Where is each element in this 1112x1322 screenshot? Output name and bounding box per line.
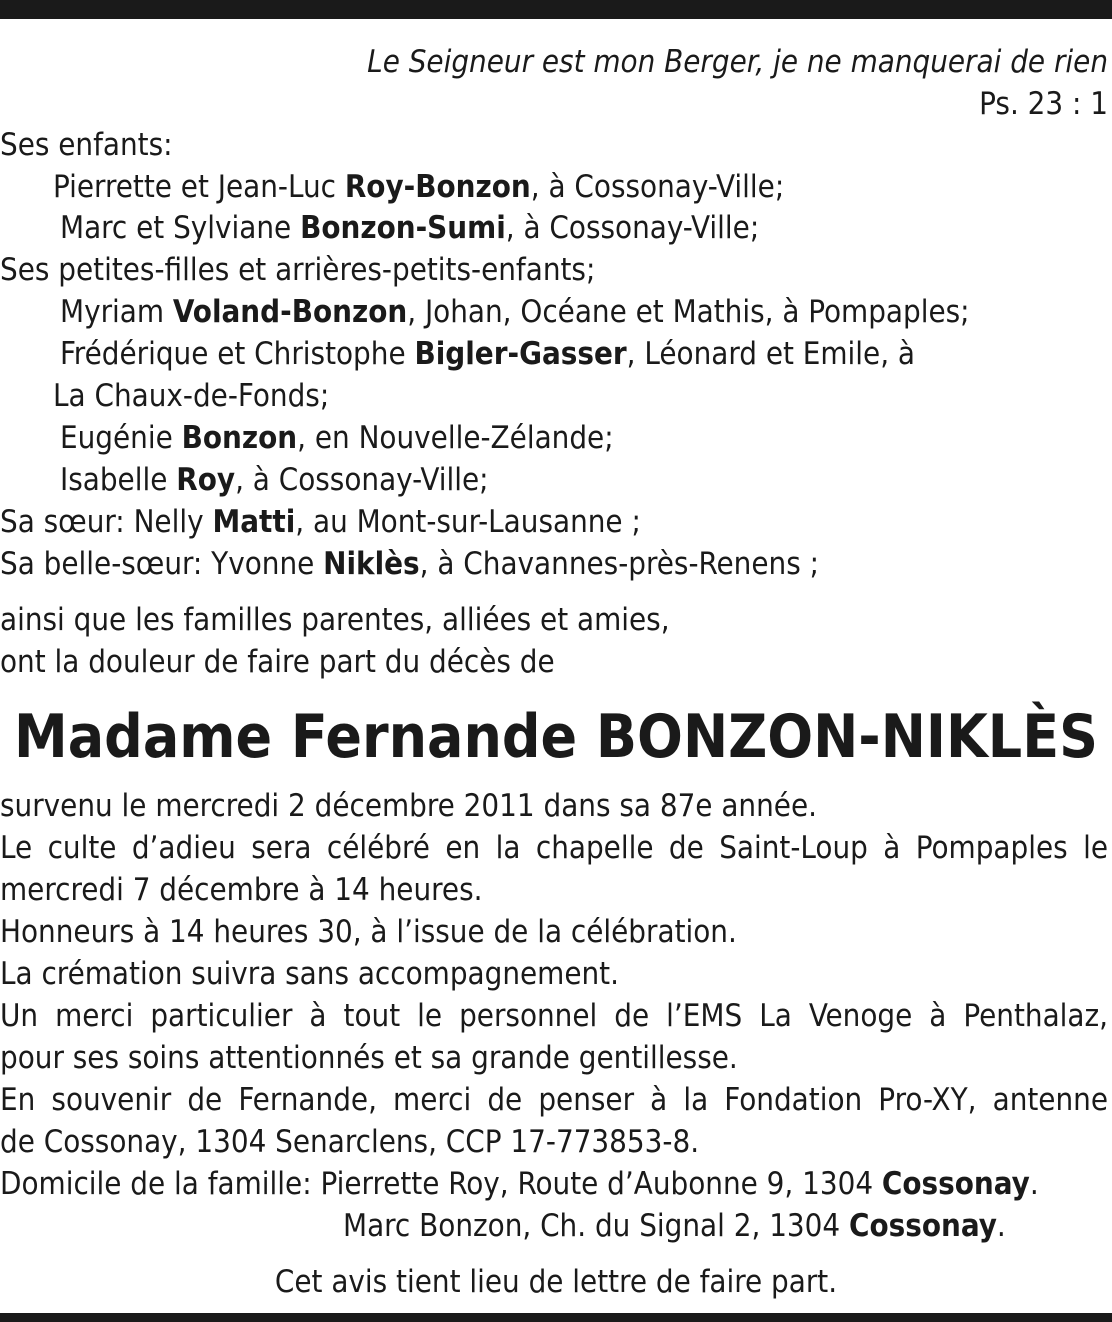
grandchild-entry-cont: La Chaux-de-Fonds; xyxy=(53,378,330,414)
child-entry: Pierrette et Jean-Luc Roy-Bonzon, à Cossonay-Ville; xyxy=(53,169,785,205)
grandchild-entry: Myriam Voland-Bonzon, Johan, Océane et Mathis, à Pompaples; xyxy=(60,294,970,330)
announcement-line: ainsi que les familles parentes, alliées et amies, xyxy=(0,602,670,638)
detail-line: mercredi 7 décembre à 14 heures. xyxy=(0,872,483,908)
scripture-quote: Le Seigneur est mon Berger, je ne manquerai de rien xyxy=(367,44,1108,80)
detail-line: Honneurs à 14 heures 30, à l’issue de la célébration. xyxy=(0,914,737,950)
grandchild-entry: Frédérique et Christophe Bigler-Gasser, Léonard et Emile, à xyxy=(60,336,916,372)
bottom-rule xyxy=(0,1313,1112,1322)
detail-line: Le culte d’adieu sera célébré en la chapelle de Saint-Loup à Pompaples le xyxy=(0,830,1108,866)
closing-note: Cet avis tient lieu de lettre de faire part. xyxy=(274,1264,838,1300)
detail-line: pour ses soins attentionnés et sa grande gentillesse. xyxy=(0,1040,738,1076)
announcement-line: ont la douleur de faire part du décès de xyxy=(0,644,555,680)
grandchild-entry: Eugénie Bonzon, en Nouvelle-Zélande; xyxy=(60,420,614,456)
detail-line: En souvenir de Fernande, merci de penser à la Fondation Pro-XY, antenne xyxy=(0,1082,1108,1118)
child-entry: Marc et Sylviane Bonzon-Sumi, à Cossonay-Ville; xyxy=(60,210,760,246)
grandchildren-heading: Ses petites-filles et arrières-petits-enfants; xyxy=(0,252,596,288)
sister-entry: Sa sœur: Nelly Matti, au Mont-sur-Lausanne ; xyxy=(0,504,641,540)
sister-in-law-entry: Sa belle-sœur: Yvonne Niklès, à Chavannes-près-Renens ; xyxy=(0,546,819,582)
scripture-reference: Ps. 23 : 1 xyxy=(979,86,1108,122)
domicile-line: Domicile de la famille: Pierrette Roy, Route d’Aubonne 9, 1304 Cossonay. xyxy=(0,1166,1039,1202)
detail-line: Un merci particulier à tout le personnel de l’EMS La Venoge à Penthalaz, xyxy=(0,998,1108,1034)
detail-line: de Cossonay, 1304 Senarclens, CCP 17-773853-8. xyxy=(0,1124,700,1160)
children-heading: Ses enfants: xyxy=(0,127,173,163)
deceased-name: Madame Fernande BONZON-NIKLÈS xyxy=(14,702,1098,772)
grandchild-entry: Isabelle Roy, à Cossonay-Ville; xyxy=(60,462,489,498)
detail-line: La crémation suivra sans accompagnement. xyxy=(0,956,619,992)
detail-line: survenu le mercredi 2 décembre 2011 dans sa 87e année. xyxy=(0,788,817,824)
top-rule xyxy=(0,0,1112,19)
domicile-line: Marc Bonzon, Ch. du Signal 2, 1304 Cossonay. xyxy=(343,1208,1006,1244)
